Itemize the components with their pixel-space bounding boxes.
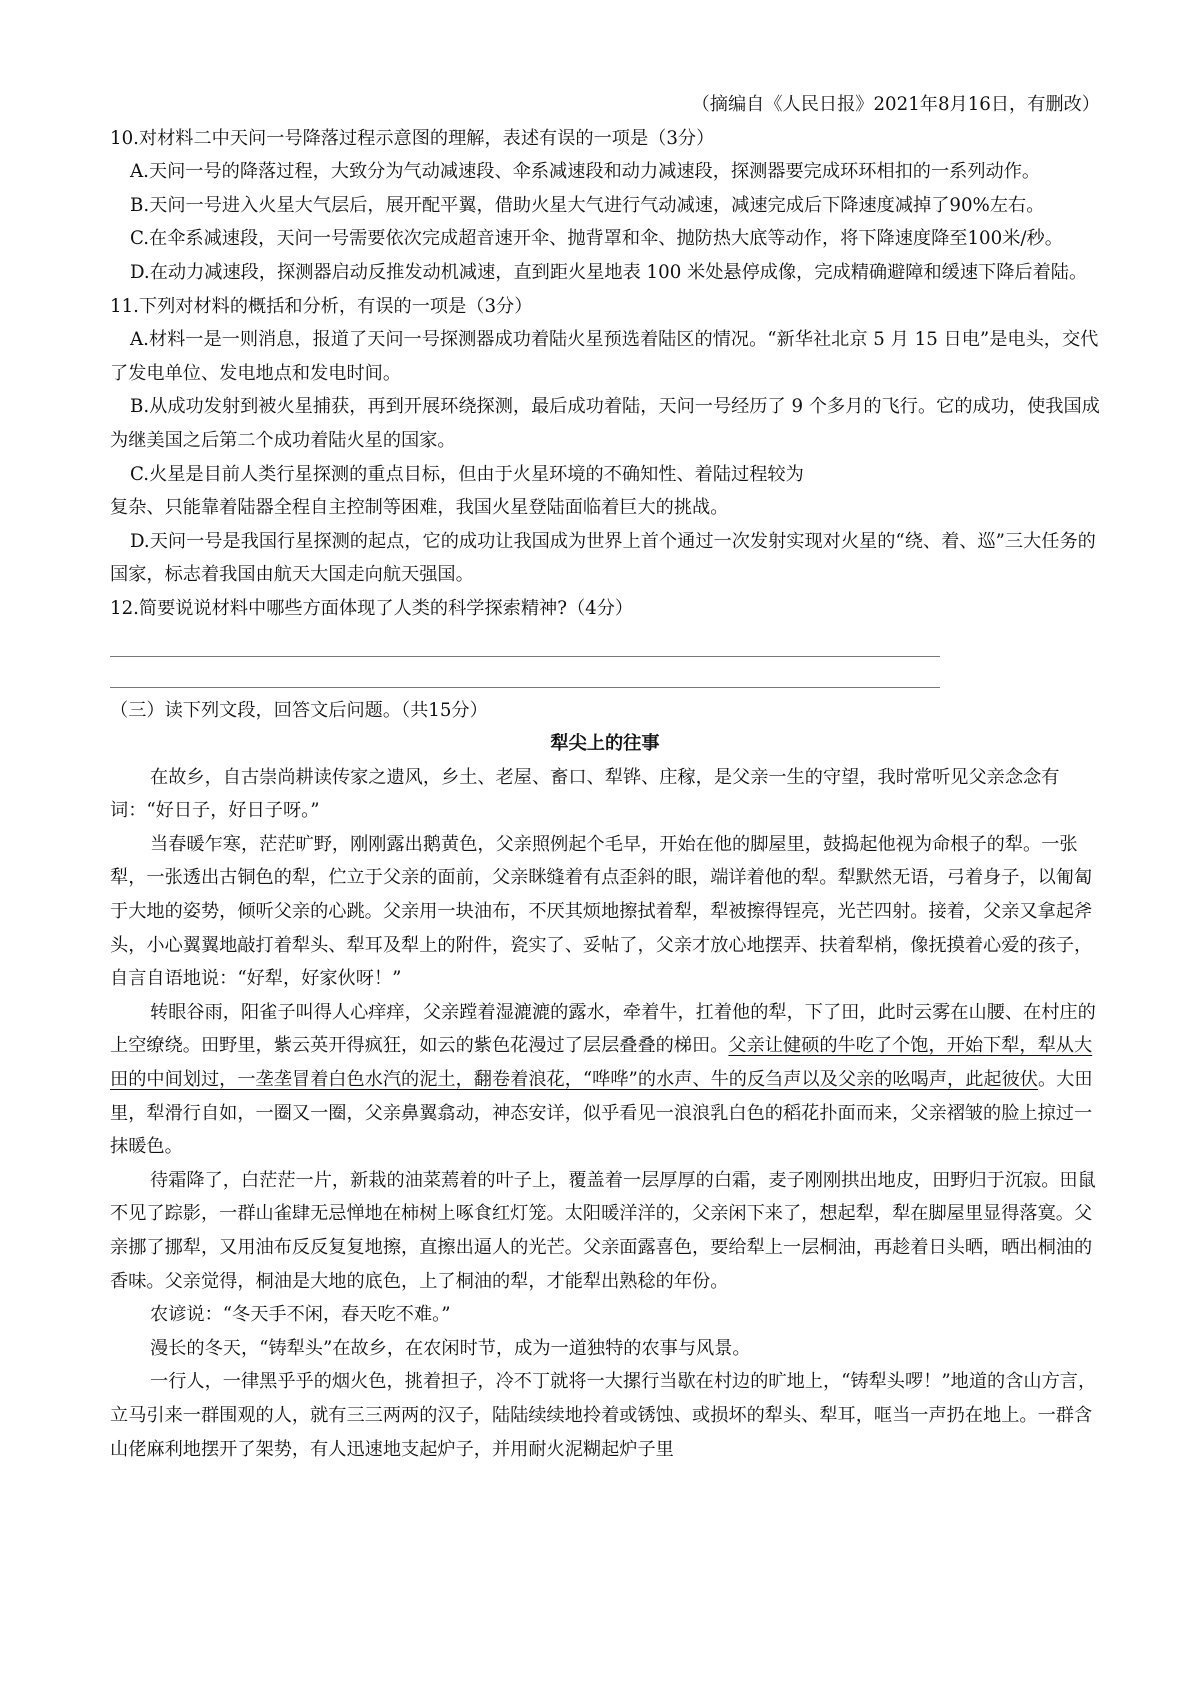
- question-10-option-d: D.在动力减速段，探测器启动反推发动机减速，直到距火星地表 100 米处悬停成像，完成精确避障和缓速下降后着陆。: [130, 261, 1088, 283]
- passage-title: 犁尖上的往事: [550, 733, 660, 755]
- underlined-sentence: 父亲让健硕的牛吃了个饱，开始下犁，犁从大田的中间划过，一垄垄冒着白色水汽的泥土，翻卷着浪花，“哗哗”的水声、牛的反刍声以及父亲的吆喝声，此起彼伏: [110, 1035, 1093, 1091]
- question-11-stem: 11.下列对材料的概括和分析，有误的一项是（3分）: [110, 295, 533, 317]
- paragraph-3-text-after: 。大田里，犁滑行自如，一圈又一圈，父亲鼻翼翕动，神态安详，似乎看见一浪浪乳白色的稻花扑面而来，父亲褶皱的脸上掠过一抹暖色。: [110, 1069, 1093, 1158]
- answer-line-1[interactable]: [110, 626, 940, 657]
- question-11-option-a: A.材料一是一则消息，报道了天问一号探测器成功着陆火星预选着陆区的情况。“新华社北京 5 月 15 日电”是电头，交代了发电单位、发电地点和发电时间。: [110, 329, 1099, 384]
- passage-paragraph-7: 一行人，一律黑乎乎的烟火色，挑着担子，冷不丁就将一大摞行当歇在村边的旷地上，“铸犁头啰！”地道的含山方言，立马引来一群围观的人，就有三三两两的汉子，陆陆续续地拎着或锈蚀、或损坏的犁头、犁耳，哐当一声扔在地上。一群含山佬麻利地摆开了架势，有人迅速地支起炉子，并用耐火泥糊起炉子里: [110, 1371, 1097, 1460]
- question-10-option-a: A.天问一号的降落过程，大致分为气动减速段、伞系减速段和动力减速段，探测器要完成环环相扣的一系列动作。: [130, 161, 1041, 183]
- question-11-option-b: B.从成功发射到被火星捕获，再到开展环绕探测，最后成功着陆，天问一号经历了 9 个多月的飞行。它的成功，使我国成为继美国之后第二个成功着陆火星的国家。: [110, 396, 1100, 451]
- question-11-option-c-continued: 复杂、只能靠着陆器全程自主控制等困难，我国火星登陆面临着巨大的挑战。: [110, 497, 729, 519]
- passage-paragraph-5: 农谚说：“冬天手不闲，春天吃不难。”: [150, 1304, 451, 1326]
- paragraph-3-text-before: 转眼谷雨，阳雀子叫得人心痒痒，父亲蹚着湿漉漉的露水，牵着牛，扛着他的犁，下了田，此时云雾在山腰、在村庄的上空缭绕。田野里，紫云英开得疯狂，如云的紫色花漫过了层层叠叠的梯田。: [110, 1001, 1096, 1057]
- question-11-option-d: D.天问一号是我国行星探测的起点，它的成功让我国成为世界上首个通过一次发射实现对火星的“绕、着、巡”三大任务的国家，标志着我国由航天大国走向航天强国。: [110, 530, 1096, 586]
- answer-line-2[interactable]: [110, 657, 940, 688]
- passage-paragraph-2: 当春暖乍寒，茫茫旷野，刚刚露出鹅黄色，父亲照例起个毛早，开始在他的脚屋里，鼓捣起他视为命根子的犁。一张犁，一张透出古铜色的犁，伫立于父亲的面前，父亲眯缝着有点歪斜的眼，端详着他的犁。犁默然无语，弓着身子，以匍匐于大地的姿势，倾听父亲的心跳。父亲用一块油布，不厌其烦地擦拭着犁，犁被擦得锃亮，光芒四射。接着，父亲又拿起斧头，小心翼翼地敲打着犁头、犁耳及犁上的附件，瓷实了、妥帖了，父亲才放心地摆弄、扶着犁梢，像抚摸着心爱的孩子，自言自语地说：“好犁，好家伙呀！”: [110, 833, 1093, 990]
- question-11-option-c: C.火星是目前人类行星探测的重点目标，但由于火星环境的不确知性、着陆过程较为: [130, 463, 804, 485]
- passage-paragraph-6: 漫长的冬天，“铸犁头”在故乡，在农闲时节，成为一道独特的农事与风景。: [150, 1337, 751, 1359]
- source-note: （摘编自《人民日报》2021年8月16日，有删改）: [691, 94, 1100, 115]
- document-page: [110, 88, 1100, 1466]
- section-3-heading: （三）读下列文段，回答文后问题。（共15分）: [110, 699, 488, 721]
- question-10-stem: 10.对材料二中天问一号降落过程示意图的理解，表述有误的一项是（3分）: [110, 127, 715, 149]
- passage-paragraph-4: 待霜降了，白茫茫一片，新栽的油菜蔫着的叶子上，覆盖着一层厚厚的白霜，麦子刚刚拱出地皮，田野归于沉寂。田鼠不见了踪影，一群山雀肆无忌惮地在柿树上啄食红灯笼。太阳暖洋洋的，父亲闲下来了，想起犁，犁在脚屋里显得落寞。父亲挪了挪犁，又用油布反反复复地擦，直擦出逼人的光芒。父亲面露喜色，要给犁上一层桐油，再趁着日头晒，晒出桐油的香味。父亲觉得，桐油是大地的底色，上了桐油的犁，才能犁出熟稔的年份。: [110, 1169, 1096, 1292]
- question-12-stem: 12.简要说说材料中哪些方面体现了人类的科学探索精神?（4分）: [110, 597, 634, 619]
- passage-paragraph-3: [110, 996, 1100, 1164]
- question-10-option-b: B.天问一号进入火星大气层后，展开配平翼，借助火星大气进行气动减速，减速完成后下降速度减掉了90%左右。: [130, 194, 1045, 216]
- question-10-option-c: C.在伞系减速段，天问一号需要依次完成超音速开伞、抛背罩和伞、抛防热大底等动作，将下降速度降至100米/秒。: [130, 228, 1063, 250]
- passage-paragraph-1: 在故乡，自古崇尚耕读传家之遗风，乡土、老屋、畜口、犁铧、庄稼，是父亲一生的守望，我时常听见父亲念念有词：“好日子，好日子呀。”: [110, 766, 1060, 822]
